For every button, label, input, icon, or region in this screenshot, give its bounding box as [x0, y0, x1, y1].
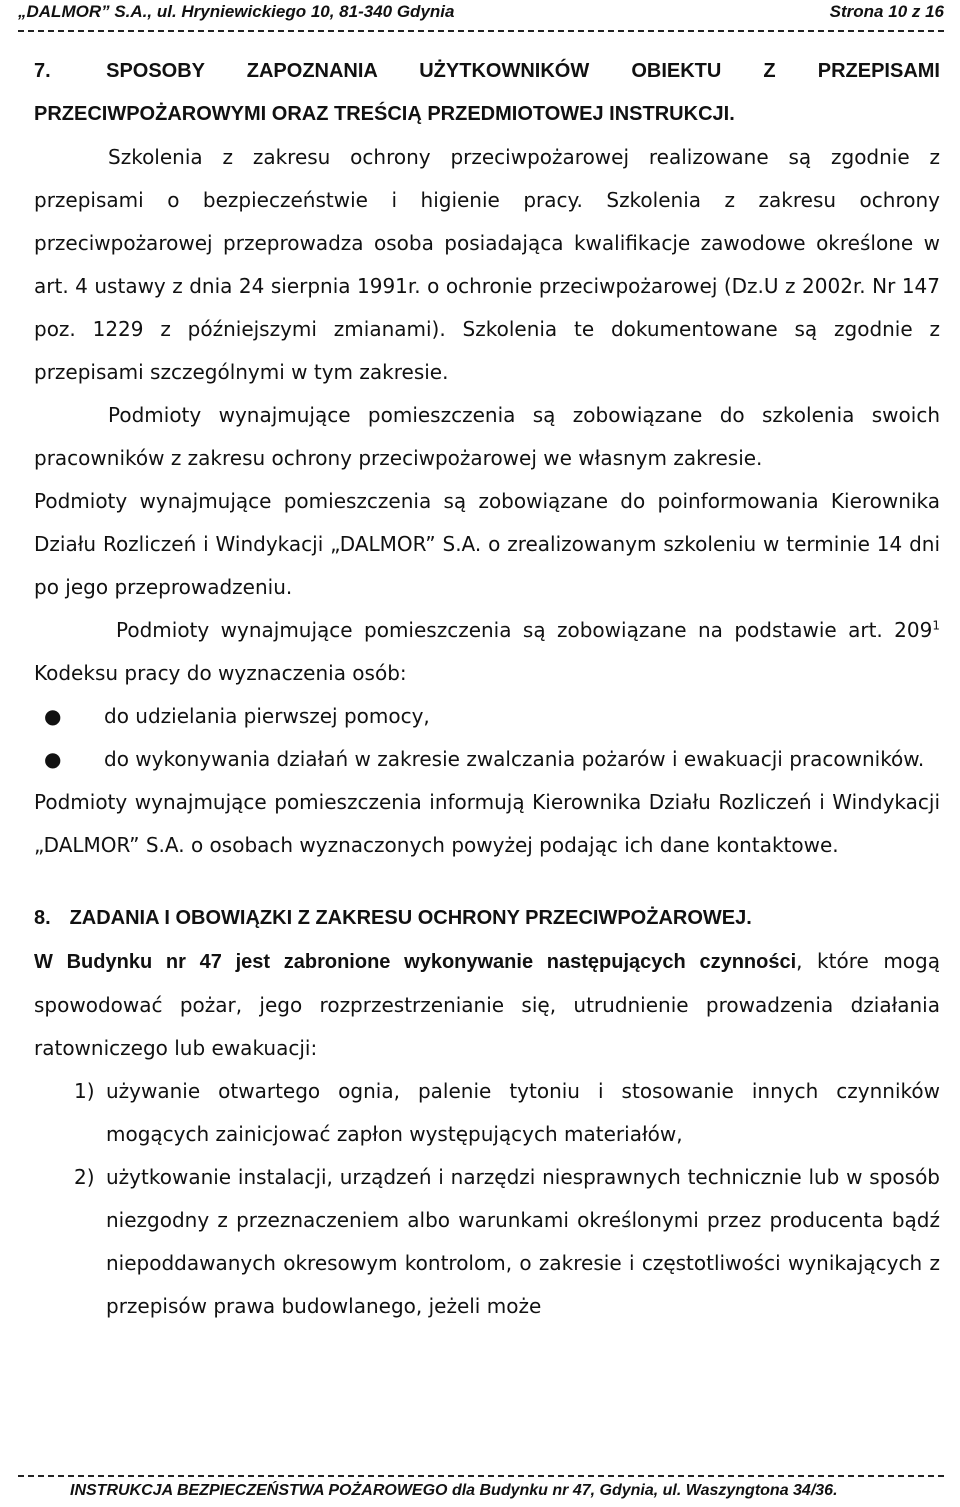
bullet-icon: ●	[44, 704, 62, 728]
list-item	[34, 695, 940, 738]
section-7-paragraph-3: Podmioty wynajmujące pomieszczenia są zobowiązane do poinformowania Kierownika Działu Rozliczeń i Windykacji „DALMOR” S.A. o zrealizowanym szkoleniu w terminie 14 dni po jego przeprowadzeniu.	[34, 489, 940, 599]
footer-divider	[18, 1475, 944, 1477]
paragraph-4-superscript: 1	[932, 618, 940, 633]
bullet-text: do wykonywania działań w zakresie zwalczania pożarów i ewakuacji pracowników.	[104, 747, 925, 771]
paragraph-4-text-a: Podmioty wynajmujące pomieszczenia są zobowiązane na podstawie art. 209	[116, 618, 933, 642]
section-8-title: ZADANIA I OBOWIĄZKI Z ZAKRESU OCHRONY PRZECIWPOŻAROWEJ.	[69, 907, 752, 929]
page-footer: INSTRUKCJA BEZPIECZEŃSTWA POŻAROWEGO dla Budynku nr 47, Gdynia, ul. Waszyngtona 34/36.	[70, 1482, 838, 1499]
section-7-heading	[34, 50, 940, 136]
section-8-intro-bold: W Budynku nr 47 jest zabronione wykonywanie następujących czynności	[34, 951, 797, 973]
list-item	[34, 738, 940, 781]
section-7-paragraph-5: Podmioty wynajmujące pomieszczenia informują Kierownika Działu Rozliczeń i Windykacji „DALMOR” S.A. o osobach wyznaczonych powyżej podając ich dane kontaktowe.	[34, 790, 940, 857]
page-header	[18, 2, 944, 28]
section-spacer	[34, 867, 940, 897]
section-7-paragraph-2: Podmioty wynajmujące pomieszczenia są zobowiązane do szkolenia swoich pracowników z zakresu ochrony przeciwpożarowej we własnym zakresie.	[34, 403, 940, 470]
header-page-number: Strona 10 z 16	[829, 2, 944, 21]
prohibited-activities-list	[34, 1070, 940, 1328]
section-7-paragraph-4	[34, 609, 940, 695]
item-text: użytkowanie instalacji, urządzeń i narzędzi niesprawnych technicznie lub w sposób niezgodny z przeznaczeniem albo warunkami określonymi przez producenta bądź niepoddawanych okresowym kontrolom, o zakresie i częstotliwości wynikających z przepisów prawa budowlanego, jeżeli może	[106, 1165, 940, 1318]
section-8-intro	[34, 940, 940, 1070]
item-text: używanie otwartego ognia, palenie tytoniu i stosowanie innych czynników mogących zainicjować zapłon występujących materiałów,	[106, 1079, 940, 1146]
section-8-number: 8.	[34, 907, 51, 929]
item-number: 1)	[74, 1079, 95, 1103]
list-item	[34, 1070, 940, 1156]
designation-bullet-list	[34, 695, 940, 781]
section-7-number: 7.	[34, 60, 51, 82]
list-item	[34, 1156, 940, 1328]
header-divider	[18, 30, 944, 32]
section-8-intro-rest: , które mogą spowodować pożar, jego rozprzestrzenianie się, utrudnienie prowadzenia działania ratowniczego lub ewakuacji:	[34, 949, 940, 1060]
bullet-icon: ●	[44, 747, 62, 771]
header-company: „DALMOR” S.A., ul. Hryniewickiego 10, 81-340 Gdynia	[18, 2, 455, 21]
paragraph-4-text-b: Kodeksu pracy do wyznaczenia osób:	[34, 661, 407, 685]
section-8-heading	[34, 897, 940, 940]
section-7-paragraph-1: Szkolenia z zakresu ochrony przeciwpożarowej realizowane są zgodnie z przepisami o bezpieczeństwie i higienie pracy. Szkolenia z zakresu ochrony przeciwpożarowej przeprowadza osoba posiadająca kwalifikacje zawodowe określone w art. 4 ustawy z dnia 24 sierpnia 1991r. o ochronie przeciwpożarowej (Dz.U z 2002r. Nr 147 poz. 1229 z późniejszymi zmianami). Szkolenia te dokumentowane są zgodnie z przepisami szczególnymi w tym zakresie.	[34, 145, 940, 384]
item-number: 2)	[74, 1165, 95, 1189]
document-body	[34, 50, 940, 1328]
bullet-text: do udzielania pierwszej pomocy,	[104, 704, 430, 728]
section-7-title: SPOSOBY ZAPOZNANIA UŻYTKOWNIKÓW OBIEKTU Z PRZEPISAMI PRZECIWPOŻAROWYMI ORAZ TREŚCIĄ PRZEDMIOTOWEJ INSTRUKCJI.	[34, 60, 940, 125]
